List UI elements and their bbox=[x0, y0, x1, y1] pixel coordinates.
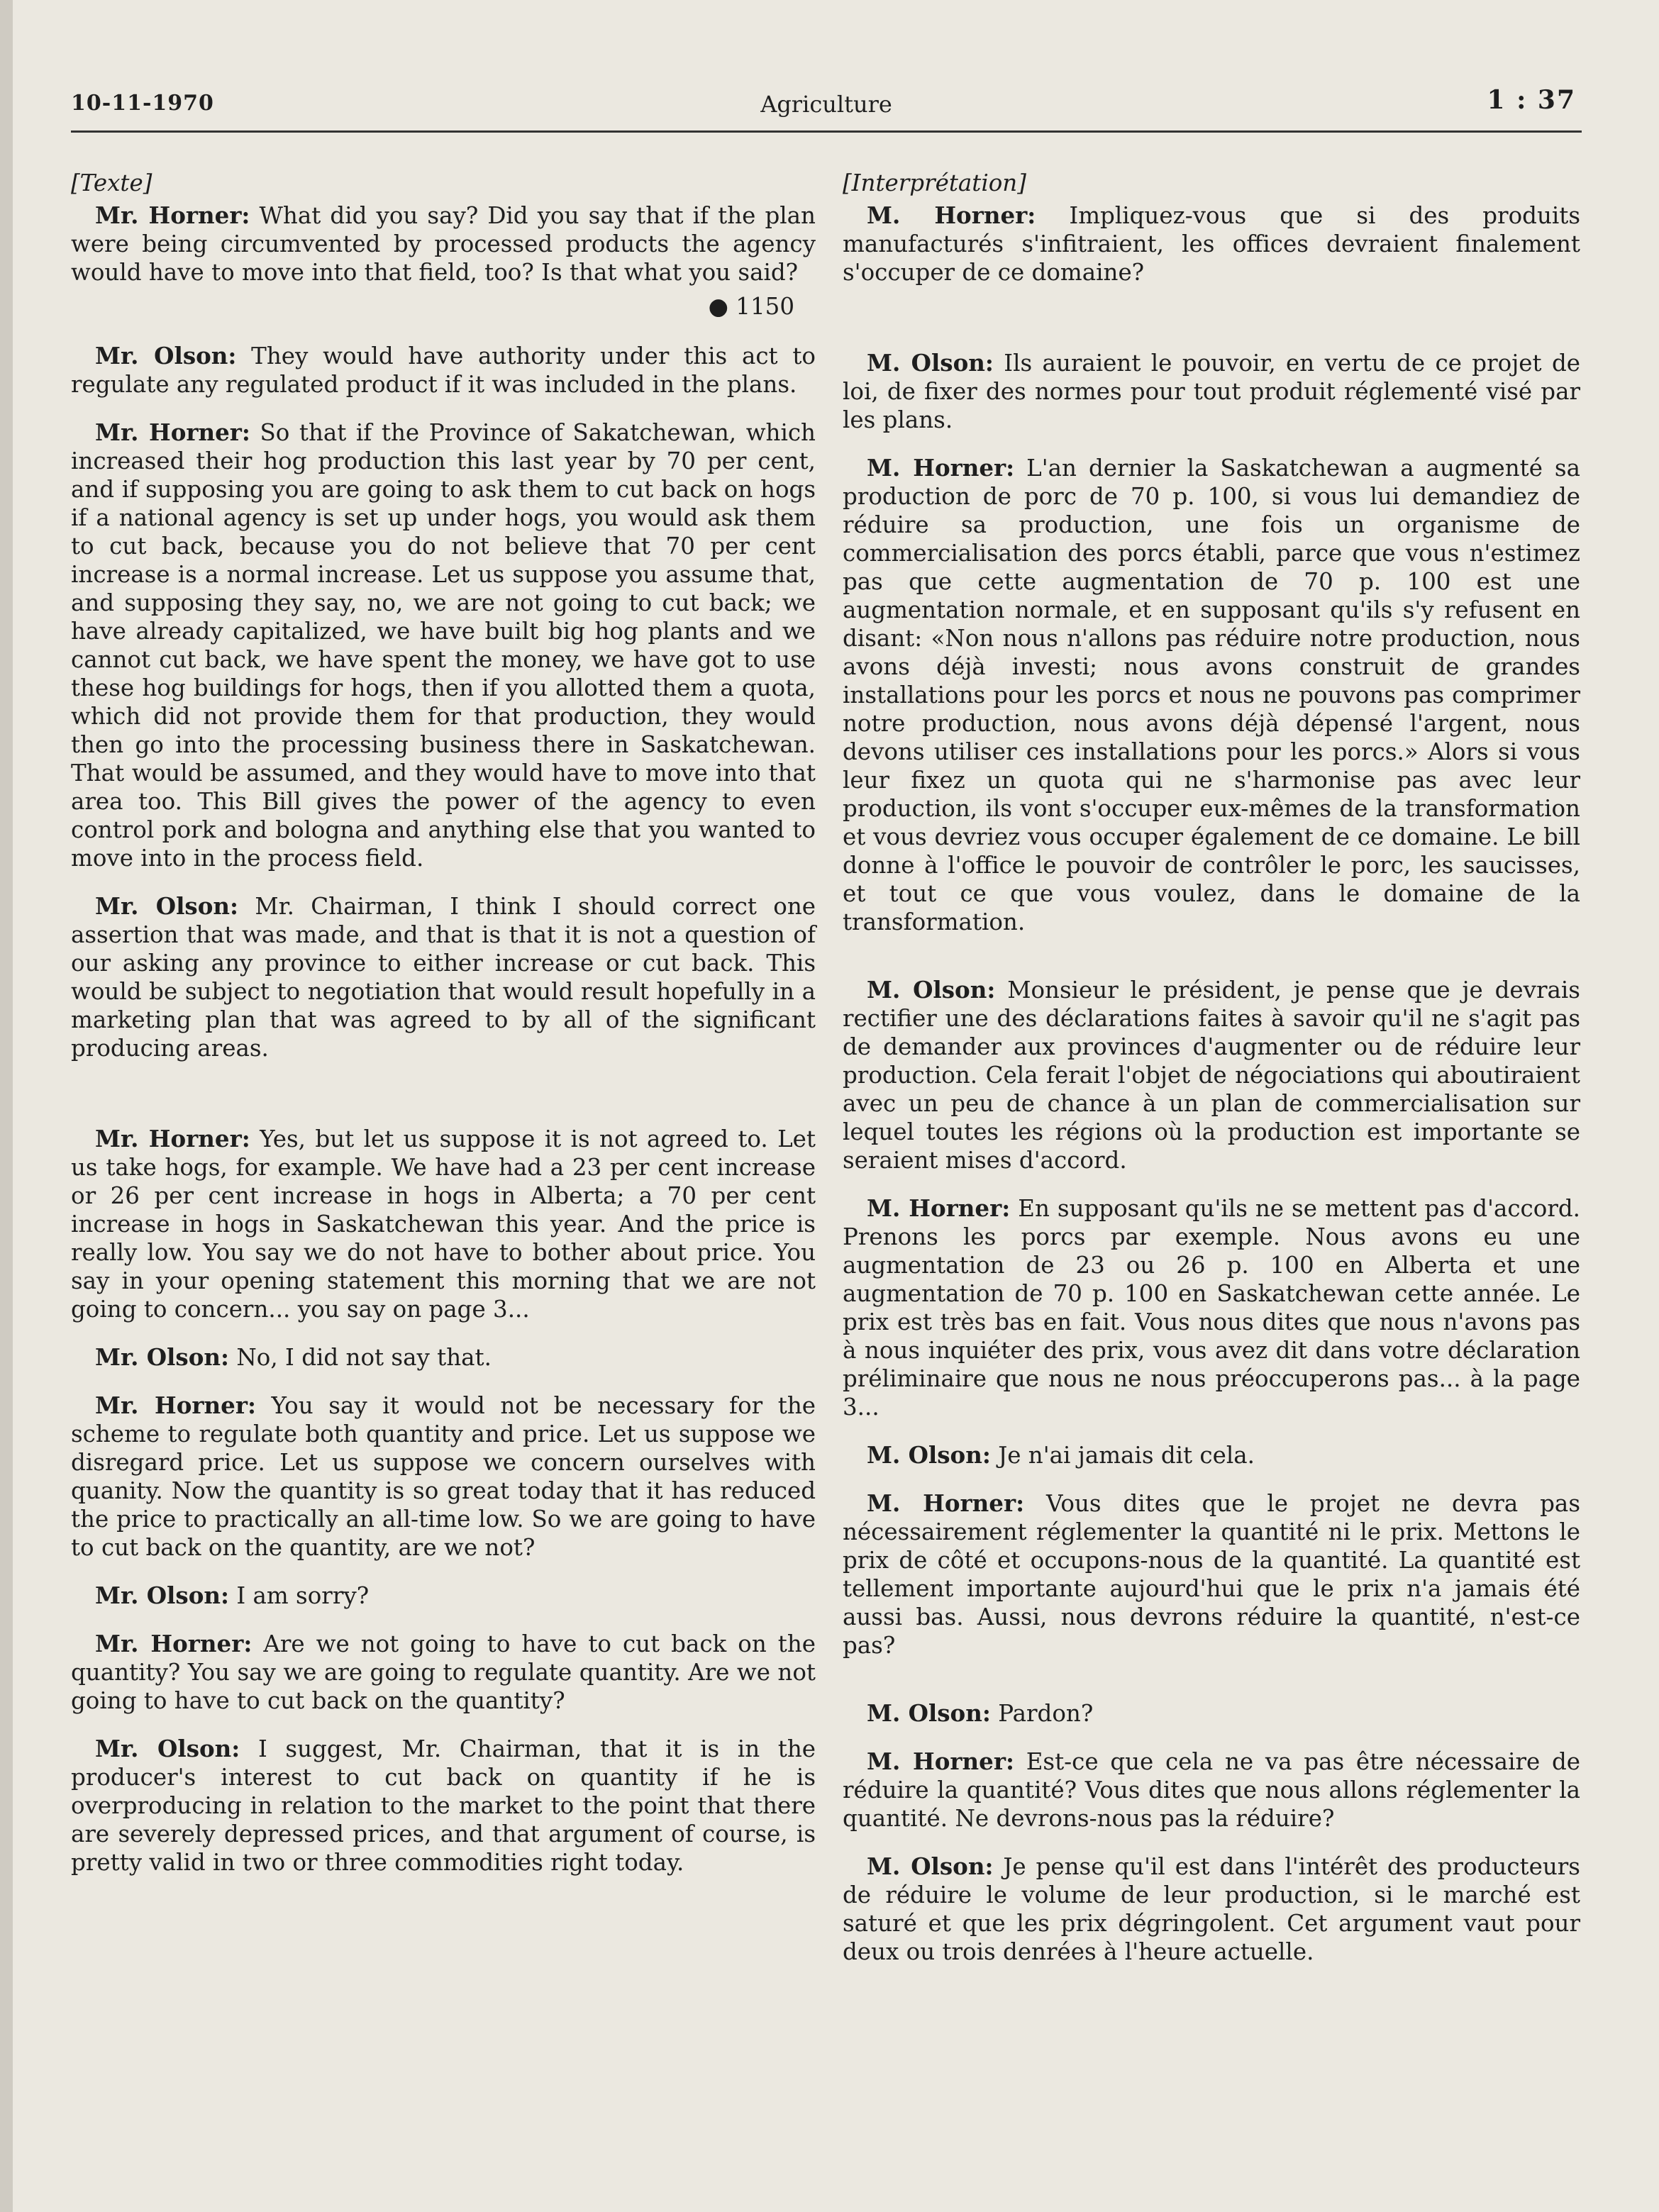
paragraph bbox=[843, 976, 1580, 1174]
speaker-name: M. Horner: bbox=[867, 454, 1015, 482]
header-date: 10-11-1970 bbox=[71, 91, 214, 116]
time-marker: ● 1150 bbox=[708, 293, 794, 320]
speech-text: I suggest, Mr. Chairman, that it is in the producer's interest to cut back on quantity if he is overproducing in relation to the market to the point that there are severely depressed prices, and that argument of course, is pretty valid in two or three commodities right today. bbox=[71, 1735, 816, 1876]
spacer bbox=[843, 956, 1580, 976]
paragraph bbox=[843, 1747, 1580, 1833]
french-column bbox=[843, 169, 1580, 1986]
paragraph bbox=[71, 201, 816, 287]
speech-text: I am sorry? bbox=[236, 1582, 370, 1609]
page-edge-shadow bbox=[0, 0, 13, 2212]
speaker-name: Mr. Olson: bbox=[95, 1343, 230, 1371]
speech-text: Vous dites que le projet ne devra pas nécessairement réglementer la quantité ni le prix. Mettons le prix de côté et occupons-nous de la quantité. La quantité est tellement importante aujourd'hui que le prix n'a jamais été aussi bas. Aussi, nous devrons réduire la quantité, n'est-ce pas? bbox=[843, 1490, 1580, 1659]
header-rule bbox=[71, 130, 1582, 133]
speech-text: What did you say? Did you say that if the plan were being circumvented by processed products the agency would have to move into that field, too? Is that what you said? bbox=[71, 202, 816, 286]
speech-text: Are we not going to have to cut back on the quantity? You say we are going to regulate quantity. Are we not going to have to cut back on the quantity? bbox=[71, 1630, 816, 1714]
paragraph bbox=[71, 1630, 816, 1715]
paragraph bbox=[71, 342, 816, 399]
speech-text: Yes, but let us suppose it is not agreed to. Let us take hogs, for example. We have had a 23 per cent increase or 26 per cent increase in hogs in Alberta; a 70 per cent increase in hogs in Saskatchewan this year. And the price is really low. You say we do not have to bother about price. You say in your opening statement this morning that we are not going to concern... you say on page 3... bbox=[71, 1126, 816, 1323]
paragraph bbox=[71, 1343, 816, 1372]
paragraph bbox=[843, 1441, 1580, 1469]
speaker-name: Mr. Olson: bbox=[95, 342, 237, 369]
speaker-name: Mr. Olson: bbox=[95, 892, 239, 920]
page-header bbox=[71, 85, 1582, 133]
speech-text: Monsieur le président, je pense que je devrais rectifier une des déclarations faites à savoir qu'il ne s'agit pas de demander aux provinces d'augmenter ou de réduire leur production. Cela ferait l'objet de négociations qui aboutiraient avec un peu de chance à un plan de commercialisation sur lequel toutes les régions où la production est importante se seraient mises d'accord. bbox=[843, 977, 1580, 1174]
spacer bbox=[843, 1679, 1580, 1699]
speech-text: Je n'ai jamais dit cela. bbox=[998, 1442, 1255, 1469]
speech-text: They would have authority under this act to regulate any regulated product if it was included in the plans. bbox=[71, 343, 816, 398]
speaker-name: Mr. Horner: bbox=[95, 418, 250, 446]
speech-text: So that if the Province of Sakatchewan, which increased their hog production this last year by 70 per cent, and if supposing you are going to ask them to cut back on hogs if a national agency is set up under hogs, you would ask them to cut back, because you do not believe that 70 per cent increase is a normal increase. Let us suppose you assume that, and supposing they say, no, we are not going to cut back; we have already capitalized, we have built big hog plants and we cannot cut back, we have spent the money, we have got to use these hog buildings for hogs, then if you allotted them a quota, which did not provide them for that production, they would then go into the processing business there in Saskatchewan. That would be assumed, and they would have to move into that area too. This Bill gives the power of the agency to even control pork and bologna and anything else that you wanted to move into in the process field. bbox=[71, 419, 816, 872]
speaker-name: Mr. Olson: bbox=[95, 1735, 240, 1762]
speech-text: Impliquez-vous que si des produits manufacturés s'infitraient, les offices devraient finalement s'occuper de ce domaine? bbox=[843, 202, 1581, 286]
speech-text: Je pense qu'il est dans l'intérêt des producteurs de réduire le volume de leur production, si le marché est saturé et que les prix dégringolent. Cet argument vaut pour deux ou trois denrées à l'heure actuelle. bbox=[843, 1853, 1580, 1965]
speaker-name: M. Olson: bbox=[867, 349, 994, 377]
paragraph bbox=[843, 201, 1580, 287]
speaker-name: M. Horner: bbox=[867, 1489, 1025, 1517]
speaker-name: M. Horner: bbox=[867, 201, 1036, 229]
paragraph bbox=[843, 454, 1580, 936]
speaker-name: Mr. Horner: bbox=[95, 201, 250, 229]
speaker-name: M. Horner: bbox=[867, 1194, 1011, 1222]
paragraph bbox=[843, 1852, 1580, 1966]
speaker-name: Mr. Horner: bbox=[95, 1391, 256, 1419]
paragraph bbox=[71, 1391, 816, 1562]
time-marker-value: 1150 bbox=[736, 293, 794, 320]
speaker-name: Mr. Horner: bbox=[95, 1125, 250, 1152]
section-label: [Interprétation] bbox=[843, 169, 1026, 196]
paragraph bbox=[843, 349, 1580, 434]
paragraph bbox=[71, 892, 816, 1062]
paragraph bbox=[843, 1489, 1580, 1660]
speech-text: No, I did not say that. bbox=[236, 1344, 492, 1371]
speaker-name: M. Horner: bbox=[867, 1747, 1014, 1775]
speech-text: Pardon? bbox=[998, 1700, 1094, 1727]
english-column bbox=[71, 169, 816, 1896]
speech-text: L'an dernier la Saskatchewan a augmenté sa production de porc de 70 p. 100, si vous lui demandiez de réduire sa production, une fois un organisme de commercialisation des porcs établi, parce que vous n'estimez pas que cette augmentation de 70 p. 100 est une augmentation normale, et en supposant qu'ils s'y refusent en disant: «Non nous n'allons pas réduire notre production, nous avons déjà investi; nous avons construit de grandes installations pour les porcs et nous ne pouvons pas comprimer notre production, nous avons déjà dépensé l'argent, nous devons utiliser ces installations pour les porcs.» Alors si vous leur fixez un quota qui ne s'harmonise pas avec leur production, ils vont s'occuper eux-mêmes de la transformation et vous devriez vous occuper également de ce domaine. Le bill donne à l'office le pouvoir de contrôler le porc, les saucisses, et tout ce que vous voulez, dans le domaine de la transformation. bbox=[843, 455, 1580, 935]
speaker-name: Mr. Olson: bbox=[95, 1582, 230, 1609]
paragraph bbox=[71, 1125, 816, 1323]
paragraph bbox=[843, 1194, 1580, 1421]
speaker-name: M. Olson: bbox=[867, 1699, 991, 1727]
paragraph bbox=[843, 1699, 1580, 1728]
speaker-name: M. Olson: bbox=[867, 1441, 991, 1469]
paragraph bbox=[71, 418, 816, 872]
paragraph bbox=[71, 1735, 816, 1877]
speech-text: Ils auraient le pouvoir, en vertu de ce projet de loi, de fixer des normes pour tout produit réglementé visé par les plans. bbox=[843, 350, 1580, 433]
speech-text: You say it would not be necessary for the scheme to regulate both quantity and price. Let us suppose we disregard price. Let us suppose we concern ourselves with quanity. Now the quantity is so great today that it has reduced the price to practically an all-time low. So we are going to have to cut back on the quantity, are we not? bbox=[71, 1392, 816, 1561]
speaker-name: Mr. Horner: bbox=[95, 1630, 253, 1657]
speaker-name: M. Olson: bbox=[867, 1852, 994, 1880]
header-title: Agriculture bbox=[760, 91, 892, 118]
header-page-number: 1 : 37 bbox=[1487, 85, 1576, 115]
spacer bbox=[843, 306, 1580, 349]
speech-text: Mr. Chairman, I think I should correct one assertion that was made, and that is that it is not a question of our asking any province to either increase or cut back. This would be subject to negotiation that would result hopefully in a marketing plan that was agreed to by all of the significant producing areas. bbox=[71, 893, 816, 1062]
speech-text: En supposant qu'ils ne se mettent pas d'accord. Prenons les porcs par exemple. Nous avons eu une augmentation de 23 ou 26 p. 100 en Alberta et une augmentation de 70 p. 100 en Saskatchewan cette année. Le prix est très bas en fait. Vous nous dites que nous n'avons pas à nous inquiéter des prix, vous avez dit dans votre déclaration préliminaire que nous ne nous préoccuperons pas... à la page 3... bbox=[843, 1195, 1580, 1421]
spacer bbox=[71, 1082, 816, 1125]
speech-text: Est-ce que cela ne va pas être nécessaire de réduire la quantité? Vous dites que nous allons réglementer la quantité. Ne devrons-nous pas la réduire? bbox=[843, 1748, 1581, 1832]
paragraph bbox=[71, 1582, 816, 1610]
section-label: [Texte] bbox=[71, 169, 152, 196]
speaker-name: M. Olson: bbox=[867, 976, 996, 1004]
